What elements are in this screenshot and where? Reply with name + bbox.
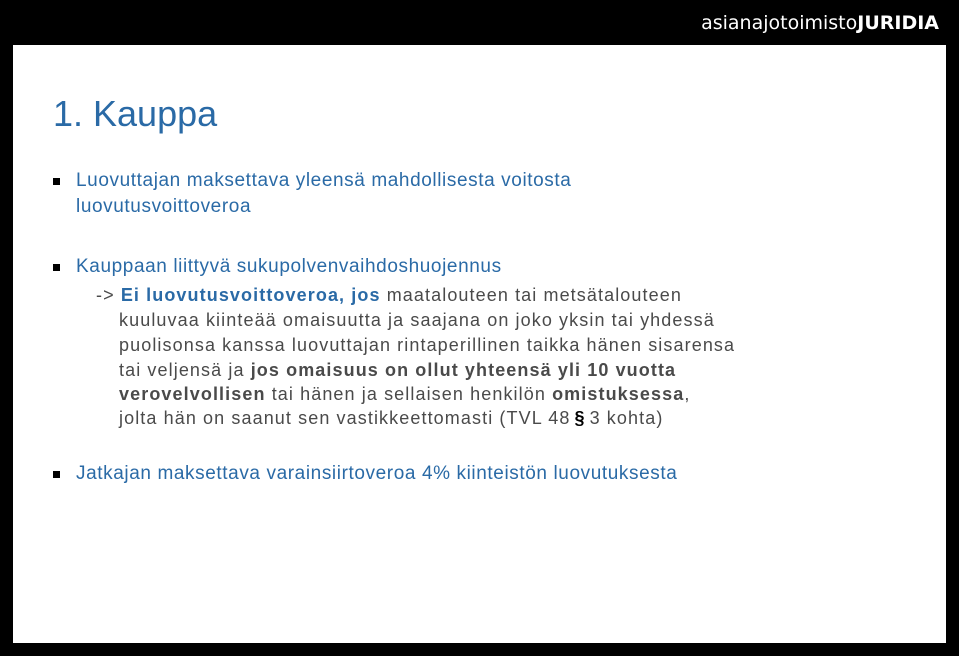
slide-title: 1. Kauppa xyxy=(53,93,218,134)
detail-line-6-post: 3 kohta) xyxy=(589,408,664,428)
section-sign: § xyxy=(574,408,586,428)
detail-lead: Ei luovutusvoittoveroa, jos xyxy=(120,285,381,305)
detail-line-2: kuuluvaa kiinteää omaisuutta ja saajana on joko yksin tai yhdessä xyxy=(119,310,715,330)
detail-line-5-end: , xyxy=(684,384,691,404)
detail-line-4 xyxy=(119,360,676,381)
arrow-marker: -> xyxy=(96,285,115,305)
bullet-1-line-2: luovutusvoittoveroa xyxy=(76,196,252,217)
bullet-marker xyxy=(53,264,60,271)
detail-line-6 xyxy=(119,408,663,429)
detail-line-1 xyxy=(96,285,682,306)
bullet-marker xyxy=(53,471,60,478)
brand-prefix: asianajotoimisto xyxy=(701,12,858,34)
bullet-1-line-1: Luovuttajan maksettava yleensä mahdollisesta voitosta xyxy=(76,170,572,191)
detail-line-3: puolisonsa kanssa luovuttajan rintaperillinen taikka hänen sisarensa xyxy=(119,335,736,355)
detail-line-5-bold-2: omistuksessa xyxy=(552,384,685,404)
bullet-marker xyxy=(53,178,60,185)
detail-line-4-pre: tai veljensä ja xyxy=(119,360,245,380)
detail-line-5 xyxy=(119,384,690,405)
detail-line-5-mid: tai hänen ja sellaisen henkilön xyxy=(271,384,546,404)
detail-line-4-bold: jos omaisuus on ollut yhteensä yli 10 vuotta xyxy=(250,360,677,380)
detail-line-5-bold-1: verovelvollisen xyxy=(119,384,266,404)
detail-line-1-rest: maatalouteen tai metsätalouteen xyxy=(386,285,682,305)
slide xyxy=(13,45,946,643)
brand-name: JURIDIA xyxy=(857,12,939,34)
detail-line-6-pre: jolta hän on saanut sen vastikkeettomasti (TVL 48 xyxy=(119,408,571,428)
bullet-3-line: Jatkajan maksettava varainsiirtoveroa 4% kiinteistön luovutuksesta xyxy=(76,463,678,484)
brand-logo xyxy=(701,12,939,34)
bullet-2-line: Kauppaan liittyvä sukupolvenvaihdoshuojennus xyxy=(76,256,502,277)
